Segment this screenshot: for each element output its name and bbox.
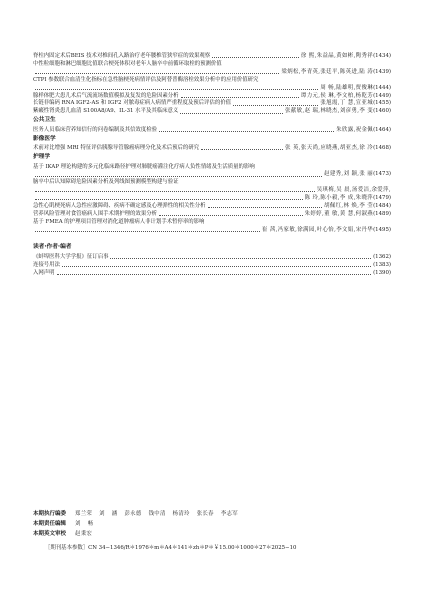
article-authors: 徐 熙,朱益晶,黄如彬,陶秀祥: [300, 53, 374, 60]
article-title: 医务人员临床营养知信行的问卷编制及其信效度检验: [33, 126, 157, 133]
toc-entry-continuation: [33, 84, 391, 92]
article-authors: 谭力元,侯 琳,李文柏,杨乾芳: [300, 92, 374, 99]
dot-leader: [110, 258, 371, 259]
staff-names: 郑兰荣 刘 涵 彭永德 钱中清 杨清玲 张长春 李志军: [75, 510, 238, 517]
page-number: (1439): [373, 68, 391, 75]
page-number: (1460): [373, 108, 391, 115]
article-authors: 张旭霞,丁 慧,宣亚城: [320, 100, 374, 107]
toc-entry[interactable]: [33, 218, 391, 226]
journal-reference-line: ［期刊基本参数］CN 34−1346/R＊1976＊m＊A4＊141＊zh＊P＊￥15.00＊1000＊27＊2025−10: [45, 545, 297, 551]
article-authors: 朱欣露,祝金佩: [336, 126, 374, 133]
article-authors: 周 畅,陆雄明,贾俊琳: [320, 84, 374, 91]
toc-entry[interactable]: [33, 269, 391, 277]
article-authors: 张献敏,赵 瑞,林晓杰,刘彦勇,李 变: [285, 108, 374, 115]
toc-entry-continuation: [33, 194, 391, 202]
dot-leader: [208, 207, 323, 208]
toc-entry[interactable]: [33, 91, 391, 99]
article-title: 紫癜性肾炎患儿血清 S100A8/A9、IL-31 水平及其临床意义: [33, 108, 179, 115]
dot-leader: [57, 274, 371, 275]
dot-leader: [35, 89, 318, 90]
article-authors: 陈 玲,陈小毅,李 成,朱晓萍: [304, 195, 374, 202]
page-number: (1484): [373, 203, 391, 209]
toc-entry[interactable]: [33, 162, 391, 170]
section-heading: 护理学: [33, 153, 51, 160]
dot-leader: [35, 176, 322, 177]
staff-names: 赵秉宏: [75, 530, 93, 537]
editorial-staff: [33, 509, 393, 539]
article-authors: 吴琪梅,吴 晨,汤爱洁,余爱萍,: [316, 187, 391, 194]
toc-entry[interactable]: [33, 144, 391, 152]
toc-entry-continuation: [33, 226, 391, 234]
toc-entry[interactable]: [33, 99, 391, 107]
article-title: 术前对比增强 MRI 特征评估胰腺导管腺癌病理分化及术后预后的研究: [33, 145, 200, 152]
article-title: 腺样体肥大患儿术后气流流场数值模拟及复发的危险因素分析: [33, 92, 179, 99]
dot-leader: [35, 191, 315, 192]
staff-label: 本期责任编辑: [33, 520, 67, 527]
article-title: CTPI 参数联合血清生化指标在急性脑梗死病情评估及阿替普酶溶栓效果分析中的应用价值研究: [33, 76, 259, 83]
table-of-contents: [33, 52, 391, 277]
page-number: (1473): [373, 171, 391, 178]
dot-leader: [62, 266, 371, 267]
toc-entry-continuation: [33, 170, 391, 178]
article-title: 入网声明: [33, 269, 55, 276]
dot-leader: [233, 105, 318, 106]
section-heading: 公共卫生: [33, 117, 56, 124]
article-title: 《蚌埠医科大学学报》征订启事: [33, 254, 109, 261]
dot-leader: [159, 215, 303, 216]
dot-leader: [159, 131, 334, 132]
article-title: 急性心肌梗死病人急性应激障碍、疾病不确定感及心理弹性的相关性分析: [33, 203, 206, 209]
article-authors: 梁炳松,李青英,张廷平,陈英进,陆 涛: [281, 68, 374, 75]
page-number: (1464): [373, 126, 391, 133]
page-number: (1455): [373, 100, 391, 107]
staff-label: 本期执行编委: [33, 510, 67, 517]
toc-entry[interactable]: [33, 52, 391, 60]
toc-entry[interactable]: [33, 261, 391, 269]
article-title: 基于 IKAP 理论构建的多元化临床路径护理对肺胱癌灌注化疗病人负性情绪及生活质量的影响: [33, 163, 255, 170]
dot-leader: [181, 97, 299, 98]
section-heading: 影像医学: [33, 135, 56, 142]
dot-leader: [201, 149, 283, 150]
page-number: (1468): [373, 145, 391, 152]
staff-row: [33, 509, 393, 519]
dot-leader: [35, 73, 279, 74]
toc-entry[interactable]: [33, 253, 391, 261]
article-title: 中性粒细胞和淋巴细胞比值联合梗死体积对老年人脑卒中前循环取栓的预测价值: [33, 61, 222, 68]
article-title: 基于 FMEA 的护理项目管理对消化道肿瘤病人非计划手术暂停率的影响: [33, 218, 205, 225]
page-number: (1479): [373, 195, 391, 202]
page-number: (1362): [373, 254, 391, 261]
toc-entry[interactable]: [33, 107, 391, 115]
article-authors: 胡佩红,林 焕,李 莹: [324, 203, 374, 209]
article-authors: 赵建秀,刘 颖,张 丽: [324, 171, 374, 178]
article-title: 营养风险管理对食管癌病人围手术期护理的效果分析: [33, 210, 157, 217]
article-title: 脊柱内固定术后BEIS 技术对椎间孔入路治疗老年腰椎管狭窄症的效果观察: [33, 53, 211, 60]
toc-entry-continuation: [33, 186, 391, 194]
dot-leader: [35, 199, 303, 200]
toc-entry[interactable]: [33, 210, 391, 218]
page-number: (1444): [373, 84, 391, 91]
toc-entry[interactable]: [33, 76, 391, 84]
page-number: (1434): [373, 53, 391, 60]
article-title: 连接号用法: [33, 261, 60, 268]
page-number: (1495): [373, 226, 391, 233]
page-number: (1390): [373, 269, 391, 276]
article-title: 长链非编码 RNA IGF2-AS 和 IGF2 对脓毒症病人病情严重程度及预后评估的价值: [33, 100, 232, 107]
article-title: 脑卒中后认知障碍危险因素分析及列线图预测模型构建与验证: [33, 179, 179, 186]
toc-entry-continuation: [33, 68, 391, 76]
dot-leader: [35, 231, 260, 232]
toc-entry[interactable]: [33, 126, 391, 134]
toc-entry[interactable]: [33, 178, 391, 186]
staff-label: 本期英文审校: [33, 530, 67, 537]
staff-row: [33, 529, 393, 539]
article-authors: 崔 茜,冯家敏,徐满园,叶心怡,李文娟,宋丹华: [261, 226, 374, 233]
dot-leader: [212, 57, 299, 58]
page-number: (1449): [373, 92, 391, 99]
toc-entry[interactable]: [33, 60, 391, 68]
page-number: (1383): [373, 261, 391, 268]
article-authors: 张 英,张天尚,应晓燕,胡亚杰,徐 冷: [285, 145, 374, 152]
staff-names: 刘 畅: [75, 520, 94, 527]
staff-row: [33, 519, 393, 529]
page-number: (1489): [373, 210, 391, 217]
section-heading: 读者·作者·编者: [33, 244, 72, 251]
article-authors: 朱婷婷,董 敏,黄 慧,何淑燕: [304, 210, 374, 217]
dot-leader: [180, 113, 283, 114]
toc-entry[interactable]: [33, 202, 391, 210]
